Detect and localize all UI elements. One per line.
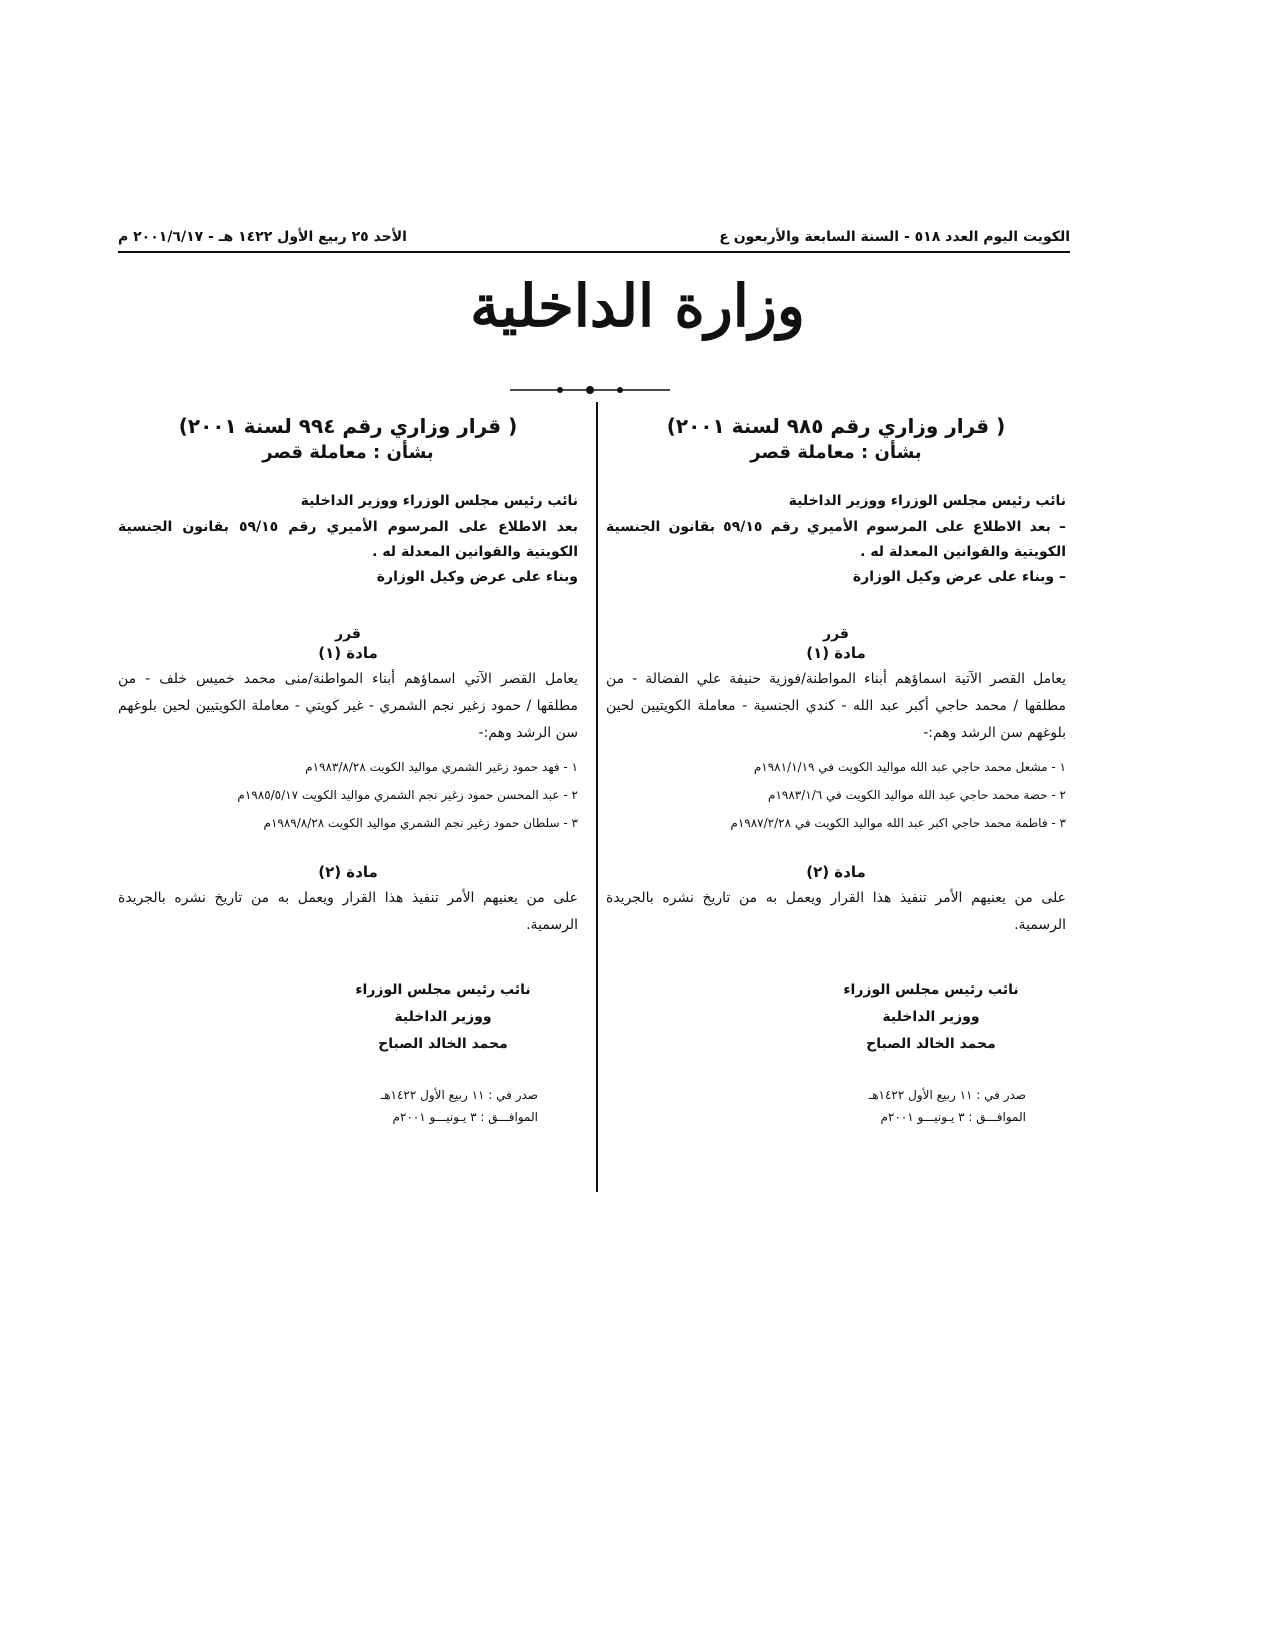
decree-issuer: نائب رئيس مجلس الوزراء ووزير الداخلية [788, 493, 1066, 509]
list-item: ٢ - عبد المحسن حمود زغير نجم الشمري مواليد الكويت ١٩٨٥/٥/١٧م [237, 788, 578, 802]
decree-title: ( قرار وزاري رقم ٩٨٥ لسنة ٢٠٠١) [666, 414, 1006, 438]
preamble-proposal: وبناء على عرض وكيل الوزارة [376, 569, 578, 585]
preamble-reference: بعد الاطلاع على المرسوم الأميري رقم ٥٩/١٥ بقانون الجنسية الكويتية والقوانين المعدلة له . [118, 519, 578, 560]
decree-issuer: نائب رئيس مجلس الوزراء ووزير الداخلية [300, 493, 578, 509]
signature-block [796, 977, 1066, 1058]
article-1-text: يعامل القصر الآتي اسماؤهم أبناء المواطنة/منى محمد خميس خلف - من مطلقها / حمود زغير نجم الشمري - غير كويتي - معاملة الكويتيين لحين بلوغهم سن الرشد وهم:- [118, 671, 578, 741]
decree-985 [606, 414, 1066, 1128]
decided-label: قرر [335, 626, 361, 642]
issue-date-block [118, 1084, 578, 1128]
article-2-heading: مادة (٢) [806, 863, 866, 881]
list-item: ٣ - فاطمة محمد حاجي اكبر عبد الله مواليد الكويت في ١٩٨٧/٢/٢٨م [730, 816, 1066, 830]
decided-label: قرر [823, 626, 849, 642]
minors-list [118, 753, 578, 837]
ornament-divider [510, 384, 670, 396]
signature-office: ووزير الداخلية [882, 1009, 980, 1025]
issued-hijri: صدر في : ١١ ربيع الأول ١٤٢٢هـ [380, 1088, 538, 1102]
ministry-title: وزارة الداخلية [470, 272, 805, 340]
signature-name: محمد الخالد الصباح [866, 1036, 996, 1052]
article-1-heading: مادة (١) [318, 644, 378, 662]
article-2-heading: مادة (٢) [318, 863, 378, 881]
article-2-text: على من يعنيهم الأمر تنفيذ هذا القرار ويعمل به من تاريخ نشره بالجريدة الرسمية. [118, 890, 578, 933]
list-item: ١ - مشعل محمد حاجي عبد الله مواليد الكويت في ١٩٨١/١/١٩م [753, 760, 1066, 774]
decree-994 [118, 414, 578, 1128]
decree-subject: بشأن : معاملة قصر [750, 442, 922, 463]
issue-date-block [606, 1084, 1066, 1128]
list-item: ٢ - حصة محمد حاجي عبد الله مواليد الكويت في ١٩٨٣/١/٦م [768, 788, 1066, 802]
article-1-text: يعامل القصر الآتية اسماؤهم أبناء المواطنة/فوزية حنيفة علي الفضالة - من مطلقها / محمد حاجي أكبر عبد الله - كندي الجنسية - معاملة الكويتيين لحين بلوغهم سن الرشد وهم:- [606, 671, 1066, 741]
signature-title: نائب رئيس مجلس الوزراء [843, 982, 1019, 998]
signature-name: محمد الخالد الصباح [378, 1036, 508, 1052]
header-issue-info: الكويت اليوم العدد ٥١٨ - السنة السابعة والأربعون ع [719, 229, 1070, 245]
signature-block [308, 977, 578, 1058]
decree-subject: بشأن : معاملة قصر [262, 442, 434, 463]
minors-list [606, 753, 1066, 837]
signature-title: نائب رئيس مجلس الوزراء [355, 982, 531, 998]
list-item: ١ - فهد حمود زغير الشمري مواليد الكويت ١٩٨٣/٨/٢٨م [305, 760, 578, 774]
preamble-reference: – بعد الاطلاع على المرسوم الأميري رقم ٥٩/١٥ بقانون الجنسية الكويتية والقوانين المعدلة له . [606, 519, 1066, 560]
signature-office: ووزير الداخلية [394, 1009, 492, 1025]
issued-gregorian: الموافـــق : ٣ يـونيـــو ٢٠٠١م [880, 1110, 1026, 1124]
page-header [118, 227, 1070, 253]
article-2-text: على من يعنيهم الأمر تنفيذ هذا القرار ويعمل به من تاريخ نشره بالجريدة الرسمية. [606, 890, 1066, 933]
issued-hijri: صدر في : ١١ ربيع الأول ١٤٢٢هـ [868, 1088, 1026, 1102]
list-item: ٣ - سلطان حمود زغير نجم الشمري مواليد الكويت ١٩٨٩/٨/٢٨م [263, 816, 578, 830]
header-date: الأحد ٢٥ ربيع الأول ١٤٢٢ هـ - ٢٠٠١/٦/١٧ م [118, 229, 407, 245]
column-divider [596, 402, 598, 1192]
article-1-heading: مادة (١) [806, 644, 866, 662]
decree-title: ( قرار وزاري رقم ٩٩٤ لسنة ٢٠٠١) [178, 414, 518, 438]
issued-gregorian: الموافـــق : ٣ يـونيـــو ٢٠٠١م [392, 1110, 538, 1124]
preamble-proposal: – وبناء على عرض وكيل الوزارة [852, 569, 1066, 585]
